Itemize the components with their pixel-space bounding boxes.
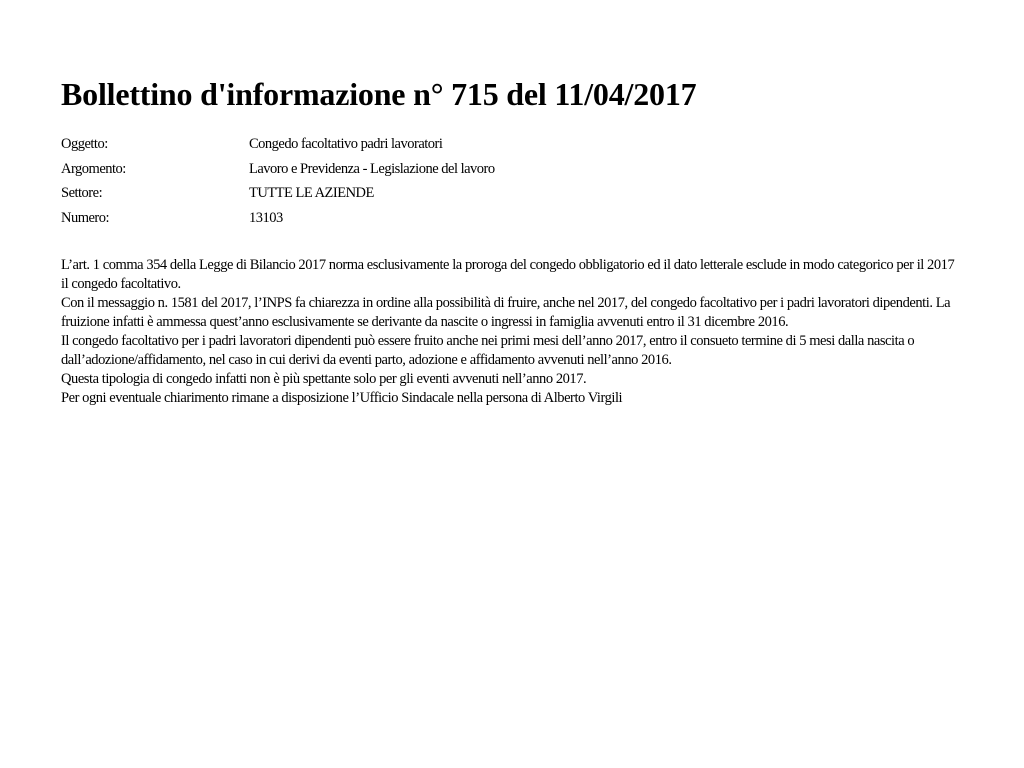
meta-row-settore bbox=[61, 181, 495, 206]
paragraph: Con il messaggio n. 1581 del 2017, l’INPS fa chiarezza in ordine alla possibilità di fruire, anche nel 2017, del congedo facoltativo per i padri lavoratori dipendenti. La fruizione infatti è ammessa quest’anno esclusivamente se derivante da nascite o ingressi in famiglia avvenuti entro il 31 dicembre 2016. bbox=[61, 295, 951, 330]
meta-row-numero bbox=[61, 206, 495, 231]
meta-row-argomento bbox=[61, 157, 495, 182]
paragraph: Il congedo facoltativo per i padri lavoratori dipendenti può essere fruito anche nei primi mesi dell’anno 2017, entro il consueto termine di 5 mesi dalla nascita o dall’adozione/affidamento, nel caso in cui derivi da eventi parto, adozione e affidamento avvenuti nell’anno 2016. bbox=[61, 333, 915, 368]
paragraph: Per ogni eventuale chiarimento rimane a disposizione l’Ufficio Sindacale nella persona di Alberto Virgili bbox=[61, 390, 623, 406]
meta-label: Settore: bbox=[61, 185, 103, 201]
meta-value: Lavoro e Previdenza - Legislazione del lavoro bbox=[249, 160, 495, 177]
page-title: Bollettino d'informazione n° 715 del 11/04/2017 bbox=[61, 76, 697, 112]
paragraph: L’art. 1 comma 354 della Legge di Bilancio 2017 norma esclusivamente la proroga del congedo obbligatorio ed il dato letterale esclude in modo categorico per il 2017 il congedo facoltativo. bbox=[61, 257, 955, 292]
metadata-table bbox=[61, 132, 495, 230]
meta-value: Congedo facoltativo padri lavoratori bbox=[249, 136, 443, 152]
meta-label: Numero: bbox=[61, 209, 110, 226]
meta-value: TUTTE LE AZIENDE bbox=[249, 185, 374, 201]
meta-value: 13103 bbox=[249, 209, 283, 226]
paragraph: Questa tipologia di congedo infatti non è più spettante solo per gli eventi avvenuti nell’anno 2017. bbox=[61, 371, 587, 387]
meta-label: Oggetto: bbox=[61, 136, 108, 152]
meta-row-oggetto bbox=[61, 132, 495, 157]
body-text bbox=[61, 256, 964, 408]
meta-label: Argomento: bbox=[61, 160, 126, 177]
